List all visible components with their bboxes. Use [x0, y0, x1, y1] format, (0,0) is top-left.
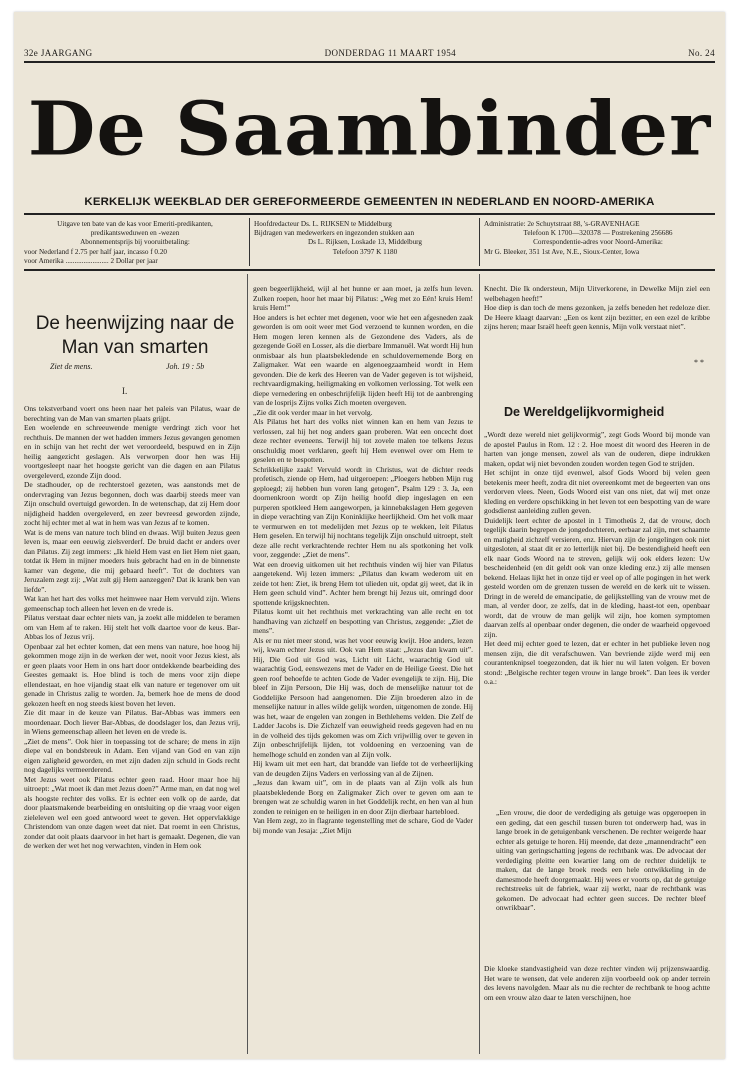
epigraph: Ziet de mens. [50, 362, 93, 371]
article-column-1: Ons tekstverband voert ons heen naar het paleis van Pilatus, waar de berechting van de Man van smarten plaats grijpt. Een woelende en schreeuwende menigte verdringt zich voor het rechthuis. De mannen der wet hadden immers Jezus gevangen genomen en in schijn van het recht der wet veroordeeld, bespuwd en in Zijn heilig aangezicht geslagen. Als verworpen door hen was Hij voortgesleept naar het hoogste gericht van die dagen en aan Pilatus overgeleverd, ezonde Zijn dood. De stadhouder, op de rechterstoel gezeten, was aanstonds met de ondervraging van Jezus begonnen, doch was daarbij steeds meer van Zijn onschuld overtuigd geworden. In de wetenschap, dat zij Hem door nijdigheid hadden overgeleverd, en zeer bevreesd geworden zijnde, zocht hij echter met al wat in hem was van Jezus af te komen. Wat is de mens van nature toch blind en dwaas. Wijl buiten Jezus geen leven is, maar een eeuwig zielsverderf. De bruid dacht er anders over dan Pilatus. Zij zegt immers: „Ik hield Hem vast en liet Hem niet gaan, totdat ik Hem in mijner moeders huis gebracht had en in de binnenste kamer van degene, die mij gebaard heeft”. Tot de dochters van Jeruzalem zegt zij: „Wat zult gij Hem aanzeggen? Dat ik krank ben van liefde”. Wat kan het hart des volks met heimwee naar Hem vervuld zijn. Wiens gemeenschap toch alleen het leven en de vrede is. Pilatus verstaat daar echter niets van, ja zoekt alle middelen te beramen om van Hem af te raken. Hij stelt het volk daartoe voor de keus. Bar-Abbas los of Jezus vrij. Openbaar zal het echter komen, dat een mens van nature, hoe hoog hij gekommen moge zijn in de werken der wet, nooit voor Jezus kiest, als er geen plaats voor Hem in ons hart door ontdekkende bearbeiding des Geestes gemaakt is. Hoe blind is toch de mens voor zijn diepe ellendestaat, en hoe vijandig staat elk van nature er tegenover om uit genade in Christus zalig te worden. Ja, bemerk hoe de mens de dood gekozen heeft en nog steeds kiest boven het leven. Zie dit maar in de keuze van Pilatus. Bar-Abbas was immers een moordenaar. Doch liever Bar-Abbas, de doodslager los, dan Jezus vrij, in Wiens gemeenschap alleen het leven en de vrede is. „Ziet de mens”. Ook hier in toepassing tot de schare; de mens in zijn diepe val en bondsbreuk in Adam. Een vijand van God en van zijn eigen zaligheid geworden, en met zijn daden zijn schuld in Gods recht nog dagelijks vermeerderend. Met Jezus weet ook Pilatus echter geen raad. Hoor maar hoe hij uitroept: „Wat moet ik dan met Jezus doen?” Arme man, en dat nog wel als hoogste rechter des volks. Er is echter een volk op de aarde, dat door plaatsmakende bearbeiding en ontsluiting op die vraag voor eigen zieleleven wel een goed antwoord weet te geven. Het oppervlakkige Christendom van onze dagen weet dat niet. Dat roemt in een Christus, zonder dat ooit plaats daarvoor in het hart is gemaakt. Degenen, die van de werken der wet het nog verwachten, vinden in Hem ook [24, 404, 240, 850]
article-column-3: „Wordt deze wereld niet gelijkvormig”, zegt Gods Woord bij monde van de apostel Paulus in Rom. 12 : 2. Hoe moest dit woord des Heeren in de harten van jonge mensen, zowel als van de ouderen, diepe indrukken maken, opdat wij niet bevonden zouden worden tegen God te strijden. Het schijnt in onze tijd evenwel, alsof Gods Woord bij velen geen betekenis meer heeft, zodra dit niet overeenkomt met de begeerten van ons verdorven vlees. Neen, Gods Woord eist van ons niet, dat wij met onze kleding en verdere opschikking in het leven tot een bespotting van de ware godsdienst aanleiding zullen geven. Duidelijk leert echter de apostel in 1 Timotheüs 2, dat de vrouw, doch tegelijk daarin begrepen de jongedochteren, eerbaar zal zijn, met schaamte en matigheid zichzelf versieren, enz. Hiervan zijn de jongelingen ook niet uitgesloten, al staat dit er zo letterlijk niet bij. De bestendigheid heeft een elk naar Gods Woord na te streven, gelijk wij ook elders lezen: Uw bescheidenheid (en dit geldt ook van onze kleding enz.) zij alle mensen bekend. Helaas lijkt het in onze tijd er veel op of alle pogingen in het werk gesteld worden om de grenzen tussen de wereld en de kerk uit te wissen. Dringt in de wereld de emancipatie, de gelijkstelling van de vrouw met de man, al verder door, ze zelfs, dat in de kleding, haast-tot een, openbaar wordt, dat de vrouw de man gelijk wil zijn, hoe komen symptomen daarvan zelfs al openbaar onder degenen, die onder de waarheid opgevoed zijn. Het deed mij echter goed te lezen, dat er echter in het publieke leven nog mensen zijn, die dit verafschuwen. Van bevriende zijde werd mij een courantenknipsel toegezonden, dat ik hier nu wil laten volgen. Er boven stond: „Belgische rechter tegen vrouw in lange broek”. Dan lees ik verder o.a.: [484, 430, 710, 686]
issue-number: No. 24 [688, 48, 715, 58]
divider [479, 218, 480, 266]
column-divider [247, 274, 248, 1054]
issue-date: DONDERDAG 11 MAART 1954 [324, 48, 457, 58]
section-number: I. [122, 386, 128, 396]
column-divider [479, 274, 480, 1054]
header-topline [24, 48, 715, 58]
end-ornament: * * [694, 358, 704, 367]
volume: 32e JAARGANG [24, 48, 93, 58]
article-closing: Die kloeke standvastigheid van deze rechter vinden wij prijzenswaardig. Het ware te wensen, dat vele anderen zijn voorbeeld ook op ander terrein des levens navolgden. Maar als nu die rechter de rechtbank te hoog achtte om een vrouw alzo daar te laten verschijnen, hoe [484, 964, 710, 1002]
article-title: De heenwijzing naar de Man van smarten [35, 313, 235, 358]
masthead: De Saambinder [27, 86, 712, 173]
divider [24, 61, 715, 63]
divider [249, 218, 250, 266]
article-column-2: geen begeerlijkheid, wijl al het hunne er aan moet, ja zelfs hun leven. Zulken roepen, hoor het maar bij Pilatus: „Weg met zo Eén! kruis Hem! kruis Hem!” Hoe anders is het echter met degenen, voor wie het een afgesneden zaak geworden is om ooit weer met God verzoend te kunnen worden, en die Hem mogen leren kennen als de Gezondene des Vaders, als de gezegende Goël en Losser, als die dierbare Immanuël. Wat wordt Hij hun onmisbaar als hun plaatsbekledende en schuldovernemende Borg en Zaligmaker. Wat een waarde en algenoegzaamheid wordt in Hem gevonden. Die de kerk des Heeren van de Vader gegeven is tot wijsheid, rechtvaardigmaking, heiligmaking en volkomen verlossing. Tot welk een diepe vernedering en onbeschrijfelijk lijden heeft Hij tot de aanbrenging van de losprijs Zijns volks Zich moeten overgeven. „Zie dit ook verder maar in het vervolg. Als Pilatus het hart des volks niet winnen kan en hem van Jezus te verlossen, zal hij het nog anders gaan proberen. Wat een oncecht doet deze rechter eveneens. Terwijl hij tot zovele malen toe telkens Jezus onschuldig moet verklaren, geeft hij Hem evenwel over om Hem te geselen en te bespotten. Schrikkelijke zaak! Vervuld wordt in Christus, wat de dichter reeds profetisch, ziende op Hem, had uitgeroepen: „Ploegers hebben Mijn rug geploegd; zij hebben hun voren lang getogen”, Psalm 129 : 3. Ja, een doornenkroon wordt op Zijn heilig hoofd diep ingeslagen en een purperen spotkleed Hem aangeworpen, ja kinnebakslagen Hem gegeven in diepe verachting van Zijn Koninklijke heerlijkheid. Om het volk maar te vermurwen en tot medelijden met Jezus op te wekken, leit Pilatus Hem geselen. En terwijl hij nochtans tegelijk Zijn onschuld uitroept, stelt deze alle recht verkrachtende rechter Hem nu als spotkoning het volk voor, zeggende: „Ziet de mens”. Wat een droevig uitkomen uit het rechthuis vinden wij hier van Pilatus aangetekend. Wij lezen immers: „Pilatus dan kwam wederom uit en zeide tot hen: Ziet, ik breng Hem tot ulieden uit, opdat gij weet, dat ik in Hem geen schuld vind”. Achter hem brengt hij Jezus uit, omringd door spottende krijgsknechten. Pilatus komt uit het rechthuis met verkrachting van alle recht en tot handhaving van zichzelf en bespotting van Christus, zeggende: „Ziet de mens”. Als er nu niet meer stond, was het voor eeuwig kwijt. Hoe anders, lezen wij, kwam echter Jezus uit. Ook van Hem staat: „Jezus dan kwam uit”. Hij, Die God uit God was, Licht uit Licht, waarachtig God uit waarachtig God, eenswezens met de Vader en de Heilige Geest. Die het geen roof behoefde te achten Gode de Vader evengelijk te zijn. Hij, Die bleef in Zijn Persoon, Die Hij was, doch de menselijke natuur tot de Goddelijke Persoon had aangenomen. Die Zijn broederen alzo in de menselijke natuur in alles wilde gelijk worden, uitgenomen de zonde. Hij was het, waar de engelen van zongen in Bethlehems velden. Die Zelf de Ladder Jacobs is. Die Zichzelf van eeuwigheid reeds gegeven had en nu in de volheid des tijds gekomen was om Zich vrijwillig over te geven in Zijn onbeschrijfelijk lijden, tot voldoening en verzoening van de hemelhoge schuld en zonden van al Zijn volk. Hij kwam uit met een hart, dat brandde van liefde tot de verheerlijking van de deugden Zijns Vaders en verlossing van al de Zijnen. „Jezus dan kwam uit”, om in de plaats van al Zijn volk als hun plaatsbekledende Borg en Zaligmaker Zich over te geven om aan te brengen wat ze schuldig waren in het Goddelijk recht, en hen van al hun zonden te reinigen en te heiligen in en door Zijn dierbaar hartebloed. Van Hem zegt, zo in flagrante tegenstelling met de schare, God de Vader bij monde van Jesaja: „Ziet Mijn [253, 284, 473, 835]
article-column-3-top: Knecht. Die Ik ondersteun, Mijn Uitverkorene, in Dewelke Mijn ziel een welbehagen heeft!” Hoe diep is dan toch de mens gezonken, ja zelfs beneden het redeloze dier. De Heere klaagt daarvan: „Een os kent zijn bezitter, en een ezel de kribbe zijns heren; maar Israël heeft geen kennis, Mijn volk verstaat niet”. [484, 284, 710, 331]
newspaper-page [14, 12, 725, 1059]
subscription-info: Uitgave ten bate van de kas voor Emeriti-predikanten, predikantsweduwen en -wezen Abonnementsprijs bij vooruitbetaling: voor Nederland f 2.75 per half jaar, incasso f 0.20 voor Amerika ........................ 2 Dollar per jaar [24, 220, 213, 265]
administration-info: Administratie: 2e Schuytstraat 88, 's-GRAVENHAGE Telefoon K 1700—320378 — Postrekening 256686 Correspondentie-adres voor Noord-Amerika: Mr G. Bleeker, 351 1st Ave, N.E., Sioux-Center, Iowa [484, 220, 673, 256]
newspaper-quote: „Een vrouw, die door de verdediging als getuige was opgeroepen in een geding, dat een geschil tussen buren tot onderwerp had, was in lange broek in de getuigenbank verschenen. De rechter weigerde haar echter als getuige te horen. Hij meende, dat deze „mannendracht” een uiting van geringschatting jegens de rechtbank was. De advocaat der verdediging pleitte een kwartier lang om de rechter duidelijk te maken, dat de lange broek reeds een hele ontwikkeling in de damesmode heeft doorgemaakt. Hij wees er voorts op, dat de getuige rechtstreeks uit de fabriek, waar zij werkt, naar de rechtbank was gekomen. De advocaat had echter geen succes. De rechter bleef onwrikbaar”. [496, 808, 706, 912]
article-title: De Wereldgelijkvormigheid [504, 405, 665, 419]
divider [24, 213, 715, 215]
divider [24, 269, 715, 271]
epigraph-reference: Joh. 19 : 5b [166, 362, 205, 371]
editor-info: Hoofdredacteur Ds. L. RIJKSEN te Middelburg Bijdragen van medewerkers en ingezonden stukken aan Ds L. Rijksen, Loskade 13, Middelburg Telefoon 3797 K 1180 [254, 220, 423, 256]
masthead-subtitle: KERKELIJK WEEKBLAD DER GEREFORMEERDE GEMEENTEN IN NEDERLAND EN NOORD-AMERIKA [84, 196, 655, 208]
